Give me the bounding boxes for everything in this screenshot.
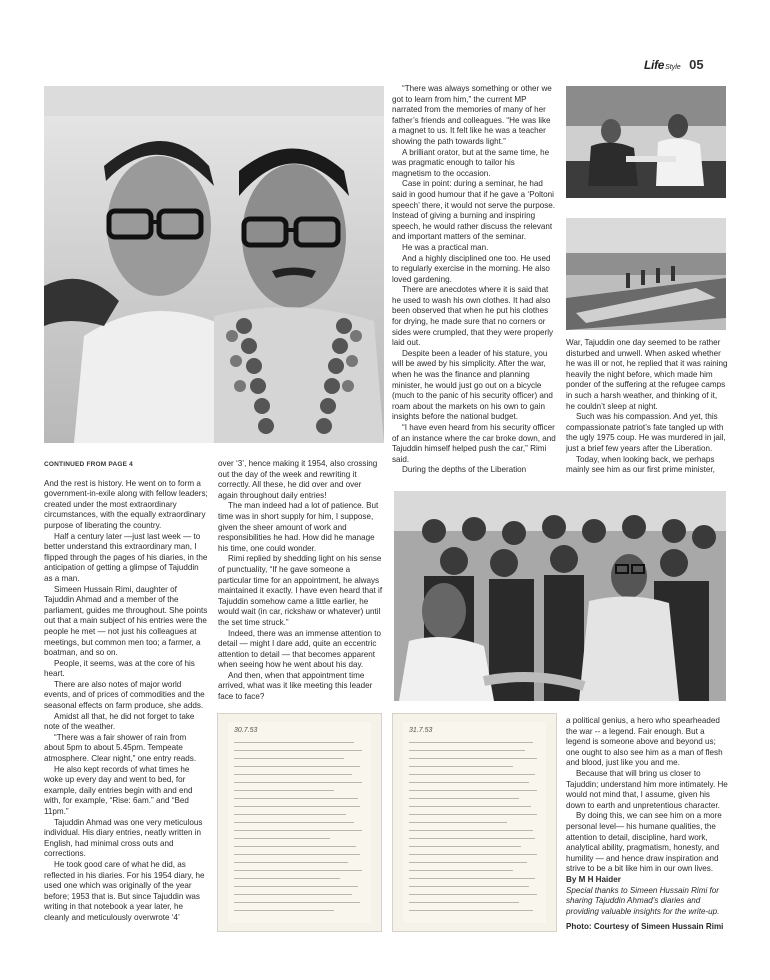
paragraph: “There was a fair shower of rain from about 5pm to about 5.45pm. Tempeate atmosphere. Clear night,” one entry reads.	[44, 732, 197, 764]
masthead-brand: Life	[644, 58, 665, 72]
portrait-photo	[44, 86, 384, 443]
crowd-photo	[394, 491, 726, 701]
masthead-sub: Style	[665, 64, 681, 71]
paragraph: Today, when looking back, we perhaps mainly see him as our first prime minister,	[566, 454, 715, 475]
paragraph: A brilliant orator, but at the same time, he was pragmatic enough to tailor his magnetism to the occasion.	[392, 147, 550, 178]
article-column-2	[218, 459, 383, 703]
crowd-illustration	[394, 491, 726, 701]
paragraph: He was a practical man.	[402, 242, 489, 252]
paragraph: Amidst all that, he did not forget to take note of the weather.	[44, 711, 195, 732]
article-column-4	[566, 338, 728, 476]
paragraph: Tajuddin Ahmad was one very meticulous individual. His diary entries, neatly written in English, had minimal cross outs and corrections.	[44, 817, 203, 859]
paragraph: The man indeed had a lot of patience. But time was in short supply for him, I suppose, given the sheer amount of work and responsibilities he had. How did he manage his time, one could wonder.	[218, 501, 379, 553]
diary-photo-left	[217, 713, 382, 932]
acknowledgement: Special thanks to Simeen Hussain Rimi for sharing Tajuddin Ahmad’s diaries and providing valuable insights for the write-up.	[566, 885, 720, 916]
meeting-photo	[566, 86, 726, 198]
continued-kicker: CONTINUED FROM PAGE 4	[44, 461, 133, 468]
paragraph: Despite been a leader of his stature, you will be awed by his simplicity. After the war, when he was the finance and planning minister, he would just go out on a bicycle (much to the panic of his security officer) and roam about the markets on his own to gain insights before the national budget.	[392, 348, 553, 422]
paragraph: There are anecdotes where it is said that he used to wash his own clothes. It had also been observed that when he put his clothes for drying, he made sure that no corners or sides were crumpled, that they were properly laid out.	[392, 285, 554, 348]
diary-date-right: 31.7.53	[409, 727, 433, 734]
paragraph: Because that will bring us closer to Tajuddin; understand him more intimately. He would not mind that, I assume, given his down to earth and unpretentious character.	[566, 768, 728, 810]
paragraph: He took good care of what he did, as reflected in his diaries. For his 1954 diary, he used one which was originally of the year before; 1953 that is. But since Tajuddin was writing in that notebook a year later, he cleanly and meticulously overwrote ‘4’	[44, 859, 205, 922]
portrait-illustration	[44, 86, 384, 443]
paragraph: over ‘3’, hence making it 1954, also crossing out the day of the week and rewriting it correctly. All these, he did over and over again throughout daily entries!	[218, 459, 378, 500]
paragraph: Indeed, there was an immense attention to detail — might I dare add, quite an eccentric attention to detail — that becomes apparent when seeing how he went about his day.	[218, 628, 381, 670]
diary-date-left: 30.7.53	[234, 727, 258, 734]
paragraph: Half a century later —just last week — to better understand this extraordinary man, I flipped through the pages of his diaries, in the anticipation of getting a glimpse of Tajuddin as a man.	[44, 531, 208, 583]
diary-photo-right	[392, 713, 557, 932]
paragraph: People, it seems, was at the core of his heart.	[44, 658, 195, 679]
paragraph: By doing this, we can see him on a more personal level— his humane qualities, the attention to detail, discipline, hard work, analytical ability, pragmatism, honesty, and humility — and hence draw inspiration and strive to be a bit like him in our own lives.	[566, 811, 722, 874]
paragraph: During the depths of the Liberation	[402, 465, 527, 475]
article-column-1	[44, 460, 208, 924]
paragraph: Rimi replied by shedding light on his sense of punctuality, “If he gave someone a particular time for an appointment, he always maintained it exactly. I have even heard that if Tajuddin somehow came a little earlier, he would wait (in car, rickshaw or whatever) until the set time struck.”	[218, 554, 383, 627]
paragraph: Simeen Hussain Rimi, daughter of Tajuddin Ahmad and a member of the parliament, guides me throughout. She points out that a main subject of his entries were the people he met — not just his colleagues at meetings, but common men too; a farmer, a boatman, and so on.	[44, 584, 208, 658]
paragraph: Case in point: during a seminar, he had said in good humour that if he gave a ‘Poltoni speech’ there, it would not serve the purpose. Instead of giving a burning and inspiring speech, he would rather discuss the relevant and important matters of the seminar.	[392, 179, 556, 242]
page-number: 05	[689, 57, 704, 72]
article-column-3	[392, 84, 556, 476]
masthead	[644, 56, 704, 74]
paragraph: And then, when that appointment time arrived, what was it like meeting this leader face to face?	[218, 670, 373, 702]
paragraph: And a highly disciplined one too. He used to regularly exercise in the morning. He also loved gardening.	[392, 253, 551, 284]
paragraph: a political genius, a hero who spearheaded the war -- a legend. Fair enough. But a legend is someone above and beyond us; one ought to also see him as a man of flesh and blood, just like you and me.	[566, 716, 723, 768]
paragraph: There are also notes of major world events, and of prices of commodities and the seasonal effects on farm produce, she adds.	[44, 679, 205, 711]
paragraph: “I have even heard from his security officer of an instance where the car broke down, and Tajuddin himself helped push the car,” Rimi said.	[392, 423, 556, 464]
paragraph: And the rest is history. He went on to form a government-in-exile along with fellow leaders; created under the most extraordinary circumstances, with the equally extraordinary purpose of liberating the country.	[44, 478, 208, 530]
byline: By M H Haider	[566, 874, 621, 884]
boat-illustration	[566, 218, 726, 330]
photo-credit: Photo: Courtesy of Simeen Hussain Rimi	[566, 922, 724, 932]
paragraph: Such was his compassion. And yet, this compassionate patriot’s fate tangled up with the ugly 1975 coup. He was murdered in jail, just a brief few years after the Liberation.	[566, 412, 726, 453]
boat-photo	[566, 218, 726, 330]
paragraph: “There was always something or other we got to learn from him,” the current MP narrated from the memories of many of her father’s friends and colleagues. “He was like a magnet to us. It felt like he was a teacher showing the path towards light.”	[392, 84, 552, 146]
paragraph: War, Tajuddin one day seemed to be rather disturbed and unwell. When asked whether he was ill or not, he replied that it was raining heavily the night before, which made him ponder of the suffering at the refugee camps in such a harsh weather, and thinking of it, he couldn’t sleep at night.	[566, 338, 728, 411]
article-column-5	[566, 716, 728, 933]
meeting-illustration	[566, 86, 726, 198]
paragraph: He also kept records of what times he woke up every day and went to bed, for example, daily entries begin with and end with, for example, “Rise: 6am.” and “Bed 11pm.”	[44, 764, 193, 816]
